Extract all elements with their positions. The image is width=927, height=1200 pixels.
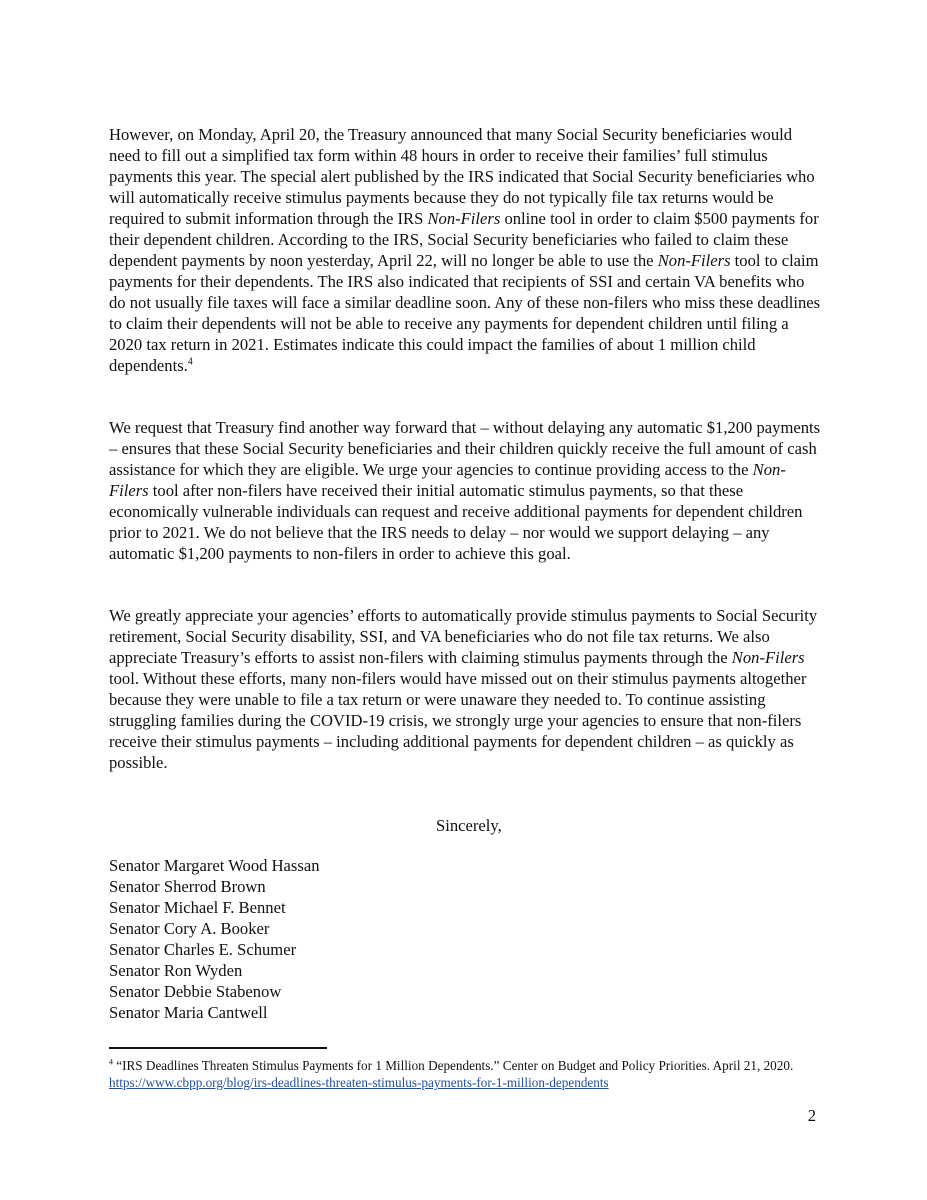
- italic-term: Non-Filers: [657, 251, 731, 270]
- text-run: tool after non-filers have received their initial automatic stimulus payments, so that these economically vulnerable individuals can request and receive additional payments for dependent children prior to 2021. We do not believe that the IRS needs to delay – nor would we support delaying – any automatic $1,200 payments to non-filers in order to achieve this goal.: [109, 481, 803, 563]
- page-number: 2: [807, 1106, 816, 1125]
- footnote-link[interactable]: https://www.cbpp.org/blog/irs-deadlines-threaten-stimulus-payments-for-1-million-dependents: [109, 1075, 609, 1090]
- paragraph-appreciation: [109, 605, 825, 773]
- signer: Senator Debbie Stabenow: [109, 982, 282, 1001]
- signer-list: [109, 855, 320, 1023]
- signer: Senator Cory A. Booker: [109, 919, 270, 938]
- text-run: We request that Treasury find another way forward that – without delaying any automatic $1,200 payments – ensures that these Social Security beneficiaries and their children quickly receive the full amount of cash assistance for which they are eligible. We urge your agencies to continue providing access to the: [109, 418, 821, 479]
- signer: Senator Maria Cantwell: [109, 1003, 268, 1022]
- text-run: online tool in order to claim $500 payments for their dependent children. According to the IRS, Social Security beneficiaries who failed to claim these dependent payments by noon yesterday, April 22, will no longer be able to use the: [109, 209, 819, 270]
- paragraph-request: [109, 417, 825, 564]
- text-run: tool. Without these efforts, many non-filers would have missed out on their stimulus payments altogether because they were unable to file a tax return or were unaware they needed to. To continue assisting struggling families during the COVID-19 crisis, we strongly urge your agencies to ensure that non-filers receive their stimulus payments – including additional payments for dependent children – as quickly as possible.: [109, 669, 807, 772]
- text-run: We greatly appreciate your agencies’ efforts to automatically provide stimulus payments to Social Security retirement, Social Security disability, SSI, and VA beneficiaries who do not file tax returns. We also appreciate Treasury’s efforts to assist non-filers with claiming stimulus payments through the: [109, 606, 818, 667]
- signer: Senator Ron Wyden: [109, 961, 243, 980]
- italic-term: Non-Filers: [109, 460, 786, 500]
- text-run: However, on Monday, April 20, the Treasury announced that many Social Security beneficiaries would need to fill out a simplified tax form within 48 hours in order to receive their families’ full stimulus payments this year. The special alert published by the IRS indicated that Social Security beneficiaries who will automatically receive stimulus payments because they do not typically file tax returns would be required to submit information through the IRS: [109, 125, 815, 228]
- closing-salutation: Sincerely,: [436, 816, 502, 835]
- text-run: tool to claim payments for their dependents. The IRS also indicated that recipients of SSI and certain VA benefits who do not usually file taxes will face a similar deadline soon. Any of these non-filers who miss these deadlines to claim their dependents will not be able to receive any payments for dependent children until filing a 2020 tax return in 2021. Estimates indicate this could impact the families of about 1 million child dependents.: [109, 251, 821, 375]
- footnote-reference: 4: [187, 356, 193, 368]
- signer: Senator Charles E. Schumer: [109, 940, 297, 959]
- signer: Senator Margaret Wood Hassan: [109, 856, 320, 875]
- footnote-divider: [109, 1047, 327, 1049]
- signer: Senator Sherrod Brown: [109, 877, 266, 896]
- footnote-text: “IRS Deadlines Threaten Stimulus Payments for 1 Million Dependents.” Center on Budget and Policy Priorities. April 21, 2020.: [112, 1058, 794, 1073]
- italic-term: Non-Filers: [731, 648, 805, 667]
- paragraph-deadline: [109, 124, 825, 376]
- italic-term: Non-Filers: [427, 209, 501, 228]
- footnote-marker: 4: [109, 1057, 113, 1067]
- footnote: [109, 1057, 825, 1091]
- signer: Senator Michael F. Bennet: [109, 898, 286, 917]
